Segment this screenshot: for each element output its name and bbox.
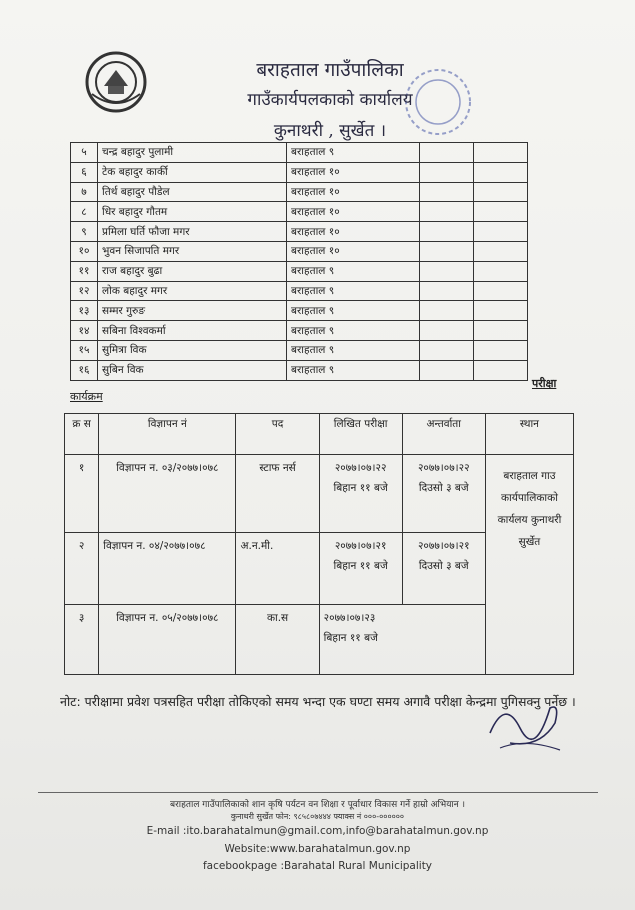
footer-email: E-mail :ito.barahatalmun@gmail.com,info@barahatalmun.gov.np xyxy=(146,825,489,837)
sthan-cell: बराहताल गाउ कार्यपालिकाको कार्यलय कुनाथरी सुर्खेत xyxy=(485,455,573,675)
row1-antarvarta: २०७७।०७।२२ दिउसो ३ बजे xyxy=(402,455,485,533)
empty-cell xyxy=(420,321,474,341)
candidate-address: बराहताल ९ xyxy=(287,360,420,380)
candidate-row xyxy=(71,261,528,281)
candidate-sn: १४ xyxy=(71,321,98,341)
candidate-sn: ९ xyxy=(71,222,98,242)
header-vigyapan: विज्ञापन नं xyxy=(99,414,236,455)
empty-cell xyxy=(420,241,474,261)
candidate-name: सुमित्रा विक xyxy=(98,340,287,360)
row1-sn: १ xyxy=(65,455,99,533)
candidate-row xyxy=(71,182,528,202)
candidate-sn: १३ xyxy=(71,301,98,321)
candidate-address: बराहताल ९ xyxy=(287,143,420,163)
candidate-name: लोक बहादुर मगर xyxy=(98,281,287,301)
candidate-row xyxy=(71,241,528,261)
candidate-name: सबिना विश्वकर्मा xyxy=(98,321,287,341)
candidate-sn: ७ xyxy=(71,182,98,202)
footer-slogan: बराहताल गाउँपालिकाको शान कृषि पर्यटन वन शिक्षा र पूर्वाधार विकास गर्ने हाम्रो अभियान । xyxy=(169,800,466,810)
empty-cell xyxy=(474,340,528,360)
candidate-row xyxy=(71,222,528,242)
candidate-row xyxy=(71,301,528,321)
candidate-row xyxy=(71,321,528,341)
candidate-row xyxy=(71,340,528,360)
empty-cell xyxy=(474,162,528,182)
row2-pad: अ.न.मी. xyxy=(236,533,319,605)
candidate-address: बराहताल ९ xyxy=(287,261,420,281)
row3-likhit: २०७७।०७।२३ बिहान ११ बजे xyxy=(319,605,485,675)
candidate-name: चन्द्र बहादुर पुलामी xyxy=(98,143,287,163)
candidate-name: तिर्थ बहादुर पौडेल xyxy=(98,182,287,202)
header-antarvarta: अन्तर्वाता xyxy=(402,414,485,455)
empty-cell xyxy=(420,281,474,301)
exam-note: नोट: परीक्षामा प्रवेश पत्रसहित परीक्षा तोकिएको समय भन्दा एक घण्टा समय अगावै परीक्षा केन्द्रमा पुगिसक्नु पर्नेछ । xyxy=(60,694,576,709)
empty-cell xyxy=(420,182,474,202)
candidate-sn: ८ xyxy=(71,202,98,222)
empty-cell xyxy=(420,360,474,380)
footer-facebook: facebookpage :Barahatal Rural Municipality xyxy=(202,860,433,872)
row3-sn: ३ xyxy=(65,605,99,675)
empty-cell xyxy=(474,222,528,242)
candidate-sn: ११ xyxy=(71,261,98,281)
candidate-sn: १० xyxy=(71,241,98,261)
candidate-sn: ५ xyxy=(71,143,98,163)
label-karyakram: कार्यक्रम xyxy=(70,390,103,403)
header-pad: पद xyxy=(236,414,319,455)
candidate-address: बराहताल ९ xyxy=(287,321,420,341)
empty-cell xyxy=(420,261,474,281)
candidate-address: बराहताल १० xyxy=(287,222,420,242)
candidate-address: बराहताल ९ xyxy=(287,340,420,360)
empty-cell xyxy=(420,162,474,182)
header-municipality: बराहताल गाउँपालिका xyxy=(256,59,404,81)
empty-cell xyxy=(420,301,474,321)
candidate-row xyxy=(71,202,528,222)
row3-vigyapan: विज्ञापन न. ०५/२०७७।०७८ xyxy=(99,605,236,675)
candidate-name: राज बहादुर बुढा xyxy=(98,261,287,281)
candidate-sn: १५ xyxy=(71,340,98,360)
header-office: गाउँकार्यपलकाको कार्यालय xyxy=(247,90,413,110)
candidate-address: बराहताल १० xyxy=(287,241,420,261)
candidate-sn: १२ xyxy=(71,281,98,301)
candidate-name: सुबिन विक xyxy=(98,360,287,380)
candidate-sn: ६ xyxy=(71,162,98,182)
empty-cell xyxy=(420,202,474,222)
candidate-name: टेक बहादुर कार्की xyxy=(98,162,287,182)
candidate-address: बराहताल ९ xyxy=(287,281,420,301)
row1-vigyapan: विज्ञापन न. ०३/२०७७।०७८ xyxy=(99,455,236,533)
candidate-row xyxy=(71,360,528,380)
label-pariksha: परीक्षा xyxy=(532,377,557,390)
footer-divider xyxy=(38,792,598,793)
footer-website: Website:www.barahatalmun.gov.np xyxy=(224,843,411,855)
candidate-name: सम्मर गुरुङ xyxy=(98,301,287,321)
candidate-address: बराहताल १० xyxy=(287,202,420,222)
empty-cell xyxy=(474,281,528,301)
candidate-address: बराहताल १० xyxy=(287,182,420,202)
empty-cell xyxy=(420,340,474,360)
header-sn: क्र स xyxy=(65,414,99,455)
candidate-row xyxy=(71,281,528,301)
row3-pad: का.स xyxy=(236,605,319,675)
empty-cell xyxy=(474,261,528,281)
empty-cell xyxy=(420,222,474,242)
empty-cell xyxy=(474,182,528,202)
header-address: कुनाथरी , सुर्खेत । xyxy=(273,121,387,141)
candidate-name: भुवन सिजापति मगर xyxy=(98,241,287,261)
candidate-name: धिर बहादुर गौतम xyxy=(98,202,287,222)
empty-cell xyxy=(474,321,528,341)
schedule-table xyxy=(64,413,574,675)
header-likhit: लिखित परीक्षा xyxy=(319,414,402,455)
row1-likhit: २०७७।०७।२२ बिहान ११ बजे xyxy=(319,455,402,533)
candidate-row xyxy=(71,143,528,163)
empty-cell xyxy=(474,241,528,261)
candidate-sn: १६ xyxy=(71,360,98,380)
candidate-address: बराहताल ९ xyxy=(287,301,420,321)
candidate-table xyxy=(70,142,528,381)
empty-cell xyxy=(474,360,528,380)
signature-icon xyxy=(480,678,570,768)
row2-antarvarta: २०७७।०७।२१ दिउसो ३ बजे xyxy=(402,533,485,605)
empty-cell xyxy=(474,202,528,222)
empty-cell xyxy=(474,301,528,321)
empty-cell xyxy=(474,143,528,163)
candidate-name: प्रमिला घर्ति फौजा मगर xyxy=(98,222,287,242)
row2-sn: २ xyxy=(65,533,99,605)
row1-pad: स्टाफ नर्स xyxy=(236,455,319,533)
footer-contact: कुनाथरी सुर्खेत फोन: ९८५८०७४४४ फ्याक्स नं ०००-०००००० xyxy=(230,812,405,821)
candidate-address: बराहताल १० xyxy=(287,162,420,182)
row2-likhit: २०७७।०७।२१ बिहान ११ बजे xyxy=(319,533,402,605)
municipality-logo-icon xyxy=(84,50,148,114)
candidate-row xyxy=(71,162,528,182)
empty-cell xyxy=(420,143,474,163)
row2-vigyapan: विज्ञापन न. ०४/२०७७।०७८ xyxy=(99,533,236,605)
header-sthan: स्थान xyxy=(485,414,573,455)
